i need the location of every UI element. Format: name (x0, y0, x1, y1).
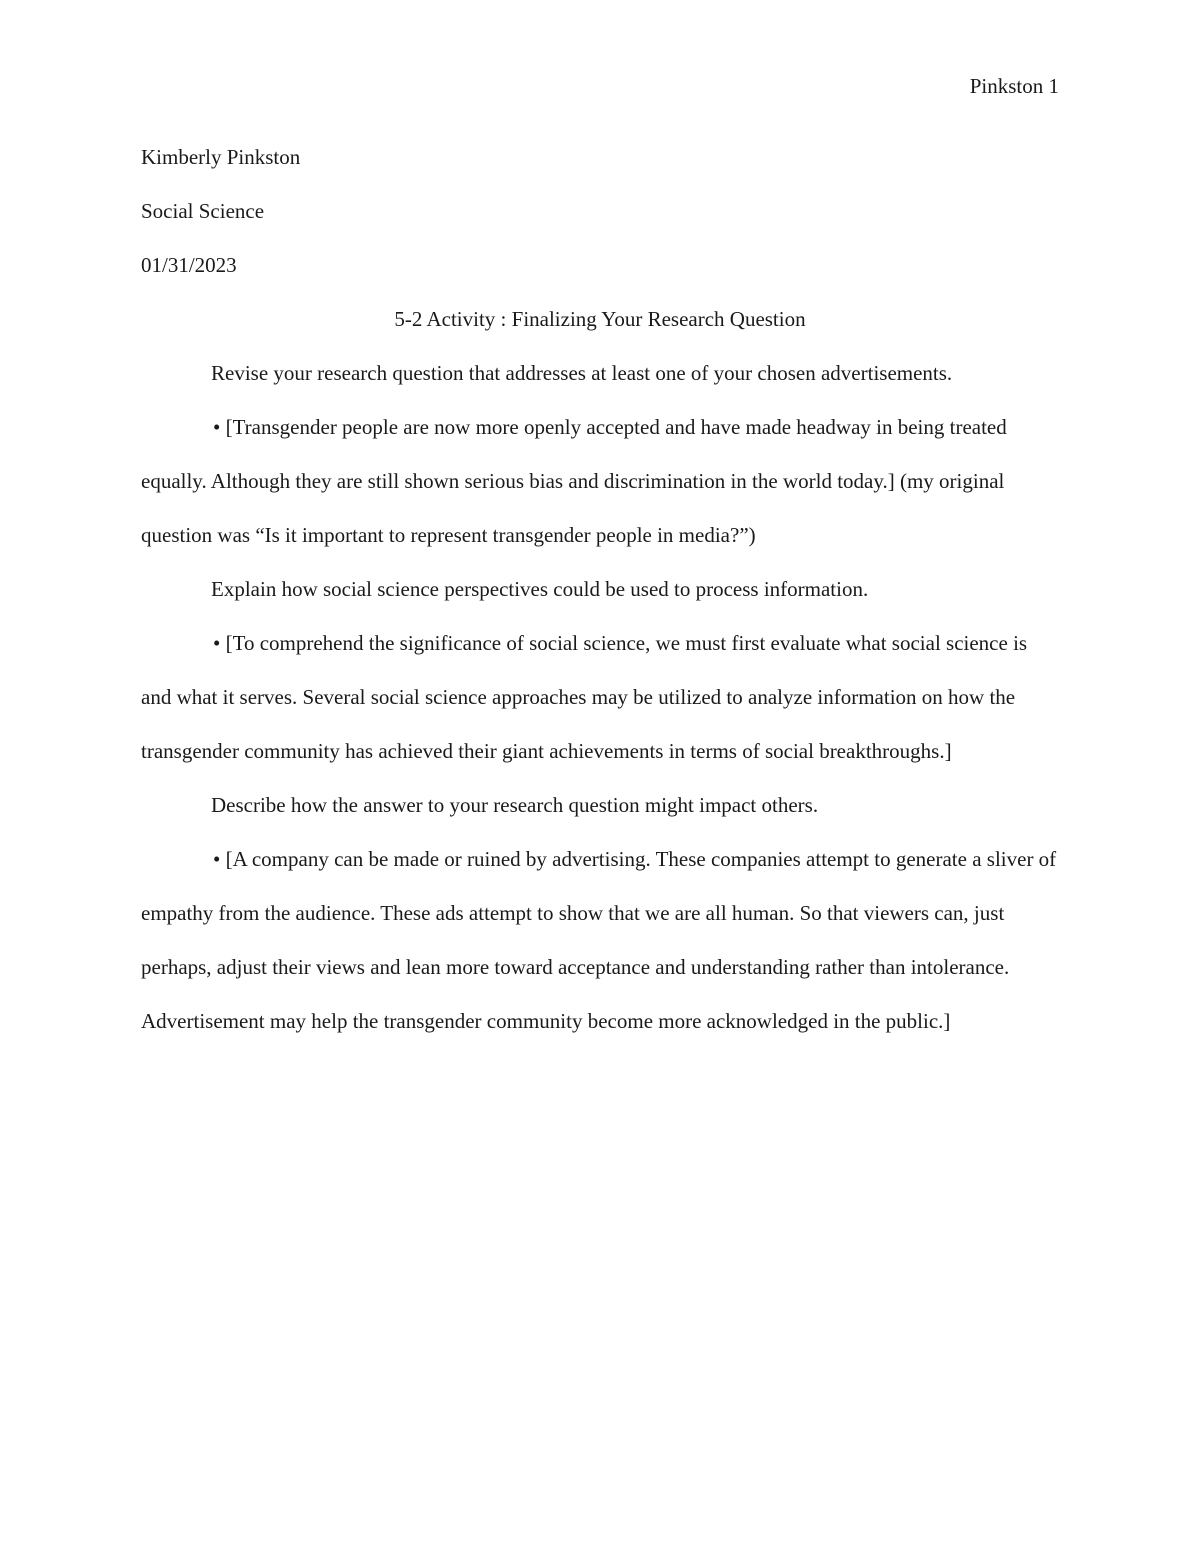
section-prompt: Describe how the answer to your research question might impact others. (211, 793, 819, 817)
running-head: Pinkston 1 (969, 74, 1059, 98)
document-body (141, 130, 1059, 1048)
section-answer: • [Transgender people are now more openly accepted and have made headway in being treated equally. Although they are still shown serious bias and discrimination in the world today.] (my original question was “Is it important to represent transgender people in media?”) (141, 415, 1007, 547)
section-answer: • [A company can be made or ruined by advertising. These companies attempt to generate a sliver of empathy from the audience. These ads attempt to show that we are all human. So that viewers can, just perhaps, adjust their views and lean more toward acceptance and understanding rather than intolerance. Advertisement may help the transgender community become more acknowledged in the public.] (141, 847, 1057, 1033)
section-prompt: Explain how social science perspectives could be used to process information. (211, 577, 869, 601)
author-name: Kimberly Pinkston (141, 145, 301, 169)
document-date: 01/31/2023 (141, 253, 237, 277)
section-prompt: Revise your research question that addresses at least one of your chosen advertisements. (211, 361, 953, 385)
section-answer: • [To comprehend the significance of social science, we must first evaluate what social science is and what it serves. Several social science approaches may be utilized to analyze information on how the transgender community has achieved their giant achievements in terms of social breakthroughs.] (141, 631, 1028, 763)
course-name: Social Science (141, 199, 265, 223)
document-title: 5-2 Activity : Finalizing Your Research Question (394, 307, 806, 331)
